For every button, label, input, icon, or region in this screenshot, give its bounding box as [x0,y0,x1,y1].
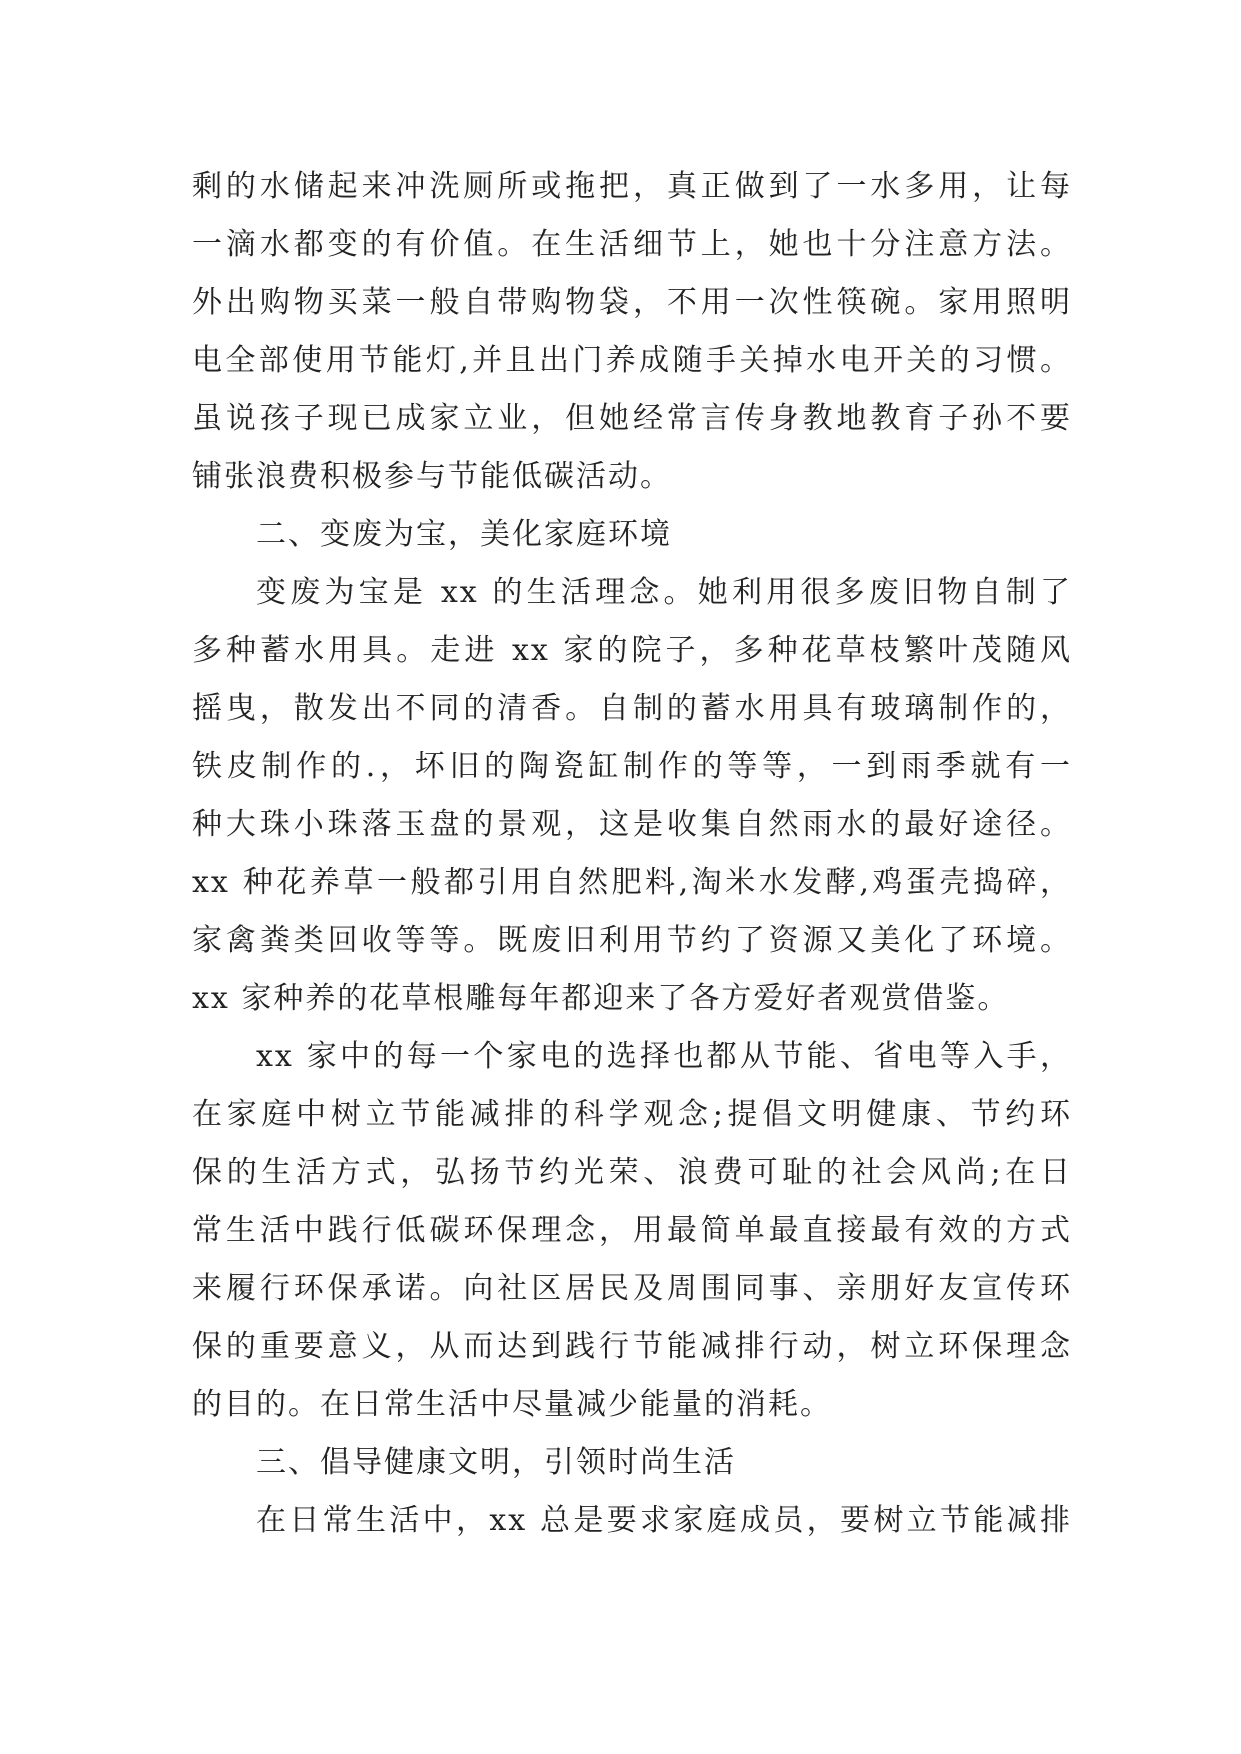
text-line: 铁皮制作的.，坏旧的陶瓷缸制作的等等，一到雨季就有一 [192,749,1072,784]
text-line: 保的生活方式，弘扬节约光荣、浪费可耻的社会风尚;在日 [192,1155,1072,1190]
text-line: xx 家中的每一个家电的选择也都从节能、省电等入手， [256,1039,1072,1074]
text-line: 剩的水储起来冲洗厕所或拖把，真正做到了一水多用，让每 [192,169,1072,204]
text-line: 铺张浪费积极参与节能低碳活动。 [192,459,672,494]
text-line: 虽说孩子现已成家立业，但她经常言传身教地教育子孙不要 [192,401,1072,436]
text-line: 二、变废为宝，美化家庭环境 [256,517,672,552]
text-line: xx 种花养草一般都引用自然肥料,淘米水发酵,鸡蛋壳捣碎， [192,865,1072,900]
text-line: 来履行环保承诺。向社区居民及周围同事、亲朋好友宣传环 [192,1271,1072,1306]
text-line: 在家庭中树立节能减排的科学观念;提倡文明健康、节约环 [192,1097,1072,1132]
text-line: 的目的。在日常生活中尽量减少能量的消耗。 [192,1387,832,1422]
text-line: 三、倡导健康文明，引领时尚生活 [256,1445,736,1480]
text-line: 在日常生活中，xx 总是要求家庭成员，要树立节能减排 [256,1503,1072,1538]
text-line: 家禽粪类回收等等。既废旧利用节约了资源又美化了环境。 [192,923,1072,958]
text-line: 一滴水都变的有价值。在生活细节上，她也十分注意方法。 [192,227,1072,262]
text-line: 电全部使用节能灯,并且出门养成随手关掉水电开关的习惯。 [192,343,1072,378]
body-text [192,158,1072,1550]
text-line: 常生活中践行低碳环保理念，用最简单最直接最有效的方式 [192,1213,1072,1248]
text-line: 多种蓄水用具。走进 xx 家的院子，多种花草枝繁叶茂随风 [192,633,1072,668]
text-line: 种大珠小珠落玉盘的景观，这是收集自然雨水的最好途径。 [192,807,1072,842]
text-line: 摇曳，散发出不同的清香。自制的蓄水用具有玻璃制作的， [192,691,1072,726]
text-line: 变废为宝是 xx 的生活理念。她利用很多废旧物自制了 [256,575,1072,610]
text-line: xx 家种养的花草根雕每年都迎来了各方爱好者观赏借鉴。 [192,981,1010,1016]
text-line: 外出购物买菜一般自带购物袋，不用一次性筷碗。家用照明 [192,285,1072,320]
text-line: 保的重要意义，从而达到践行节能减排行动，树立环保理念 [192,1329,1072,1364]
